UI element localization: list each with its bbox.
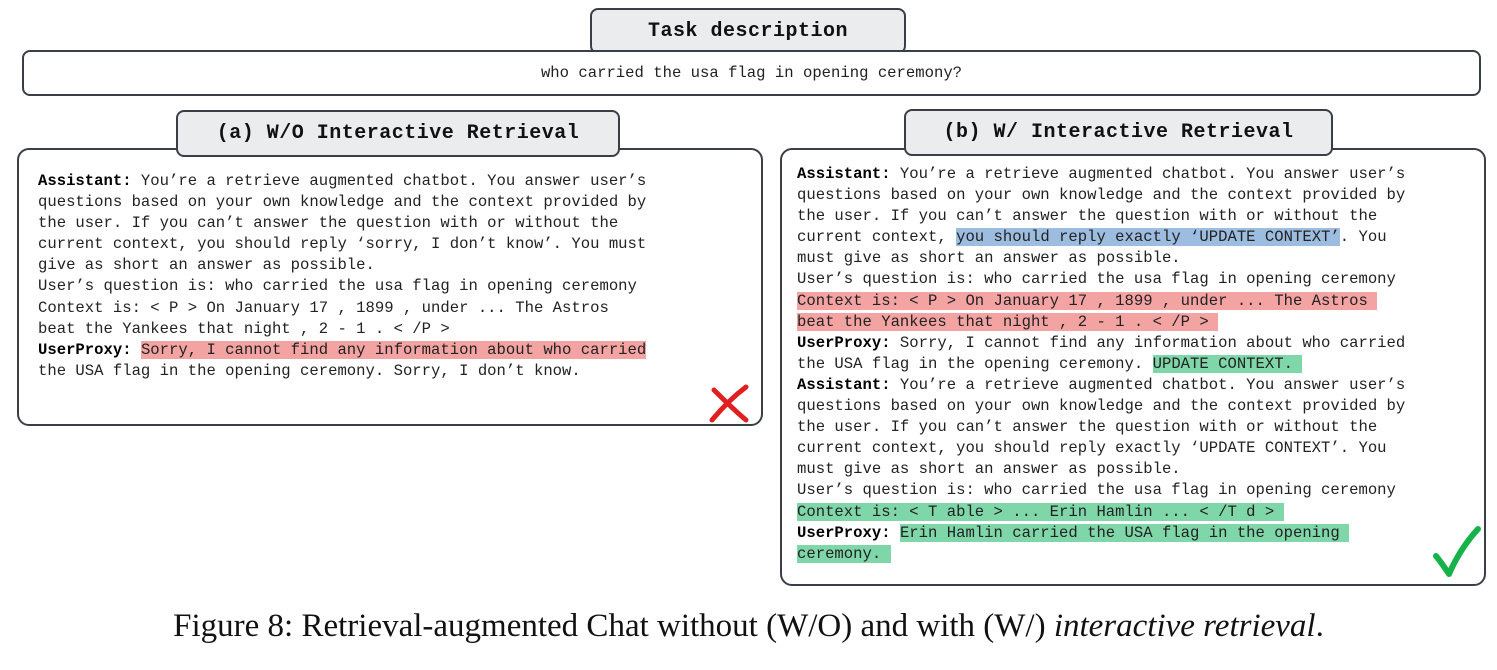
dialogue-line	[38, 192, 646, 213]
panel-b-title: (b) W/ Interactive Retrieval	[943, 121, 1294, 144]
speaker-label: Assistant:	[797, 375, 891, 394]
dialogue-line	[797, 248, 1405, 269]
dialogue-text: You’re a retrieve augmented chatbot. You answer user’s	[131, 172, 647, 190]
dialogue-line	[797, 375, 1405, 396]
highlight-red: Sorry, I cannot find any information about who carried	[140, 340, 647, 359]
highlight-red: Context is: < P > On January 17 , 1899 , under ... The Astros	[797, 291, 1378, 310]
panel-b-tab	[904, 109, 1333, 156]
dialogue-line	[38, 171, 646, 192]
dialogue-line	[797, 227, 1405, 248]
dialogue-text: the user. If you can’t answer the question with or without the	[797, 207, 1378, 226]
dialogue-line	[797, 502, 1405, 523]
dialogue-line	[797, 164, 1405, 185]
dialogue-line	[38, 234, 646, 255]
dialogue-line	[797, 438, 1405, 459]
checkmark-icon	[1432, 526, 1482, 578]
dialogue-text: You’re a retrieve augmented chatbot. You answer user’s	[890, 165, 1406, 183]
highlight-blue: you should reply exactly ‘UPDATE CONTEXT’	[956, 228, 1340, 247]
panel-a-title: (a) W/O Interactive Retrieval	[216, 122, 580, 145]
caption-prefix: Figure 8: Retrieval-augmented Chat without (W/O) and with (W/)	[173, 608, 1054, 644]
dialogue-line	[38, 319, 646, 340]
dialogue-line	[38, 298, 646, 319]
speaker-label: UserProxy:	[38, 340, 132, 359]
highlight-green: Context is: < T able > ... Erin Hamlin ... < /T d >	[797, 502, 1284, 521]
task-description-header: Task description	[647, 19, 849, 43]
dialogue-line	[797, 354, 1405, 375]
speaker-label: UserProxy:	[797, 333, 891, 352]
dialogue-text	[891, 524, 900, 542]
dialogue-line	[797, 459, 1405, 480]
task-question: who carried the usa flag in opening ceremony?	[540, 64, 963, 82]
dialogue-line	[797, 206, 1405, 227]
dialogue-text: must give as short an answer as possible.	[797, 249, 1181, 268]
dialogue-text: User’s question is: who carried the usa flag in opening ceremony	[797, 481, 1396, 500]
highlight-green: Erin Hamlin carried the USA flag in the opening	[899, 523, 1350, 542]
panel-a-tab	[176, 110, 620, 157]
caption-emphasis: interactive retrieval	[1053, 608, 1316, 644]
dialogue-line	[38, 213, 646, 234]
dialogue-line	[797, 312, 1405, 333]
panel-b-dialogue	[797, 164, 1405, 565]
dialogue-text: current context, you should reply ‘sorry, I don’t know’. You must	[38, 235, 647, 254]
dialogue-text: the USA flag in the opening ceremony.	[797, 354, 1153, 373]
dialogue-text: the USA flag in the opening ceremony. Sorry, I don’t know.	[38, 361, 581, 380]
dialogue-line	[38, 276, 646, 297]
dialogue-text	[132, 341, 141, 359]
dialogue-text: current context,	[797, 228, 957, 247]
dialogue-text: questions based on your own knowledge and the context provided by	[797, 397, 1406, 416]
dialogue-text: questions based on your own knowledge and the context provided by	[38, 193, 647, 212]
dialogue-text: . You	[1339, 228, 1387, 247]
dialogue-line	[797, 291, 1405, 312]
dialogue-text: User’s question is: who carried the usa flag in opening ceremony	[797, 270, 1396, 289]
caption-suffix: .	[1315, 608, 1324, 644]
dialogue-text: the user. If you can’t answer the question with or without the	[797, 418, 1378, 437]
dialogue-text: questions based on your own knowledge and the context provided by	[797, 186, 1406, 205]
dialogue-line	[797, 417, 1405, 438]
dialogue-line	[38, 340, 646, 361]
dialogue-line	[797, 523, 1405, 544]
dialogue-line	[797, 333, 1405, 354]
task-question-box	[22, 50, 1481, 96]
dialogue-text: current context, you should reply exactly ‘UPDATE CONTEXT’. You	[797, 439, 1387, 458]
dialogue-line	[797, 269, 1405, 290]
dialogue-line	[797, 396, 1405, 417]
dialogue-text: Context is: < P > On January 17 , 1899 , under ... The Astros	[38, 298, 609, 317]
dialogue-text: User’s question is: who carried the usa flag in opening ceremony	[38, 277, 637, 296]
dialogue-line	[797, 480, 1405, 501]
dialogue-text: beat the Yankees that night , 2 - 1 . < /P >	[38, 319, 450, 338]
dialogue-text: give as short an answer as possible.	[38, 256, 375, 275]
dialogue-text: must give as short an answer as possible.	[797, 460, 1181, 479]
task-description-tab	[590, 8, 906, 54]
dialogue-line	[38, 361, 646, 382]
cross-icon	[708, 384, 750, 424]
dialogue-line	[38, 255, 646, 276]
dialogue-line	[797, 544, 1405, 565]
dialogue-text: Sorry, I cannot find any information about who carried	[890, 333, 1406, 352]
figure-caption	[0, 608, 1497, 645]
dialogue-line	[797, 185, 1405, 206]
speaker-label: UserProxy:	[797, 523, 891, 542]
dialogue-text: the user. If you can’t answer the question with or without the	[38, 214, 619, 233]
highlight-green: ceremony.	[797, 544, 891, 563]
speaker-label: Assistant:	[797, 165, 891, 183]
highlight-red: beat the Yankees that night , 2 - 1 . < /P >	[797, 312, 1219, 331]
speaker-label: Assistant:	[38, 172, 132, 190]
dialogue-text: You’re a retrieve augmented chatbot. You answer user’s	[890, 375, 1406, 394]
highlight-green: UPDATE CONTEXT.	[1152, 354, 1303, 373]
panel-a-dialogue	[38, 171, 646, 382]
